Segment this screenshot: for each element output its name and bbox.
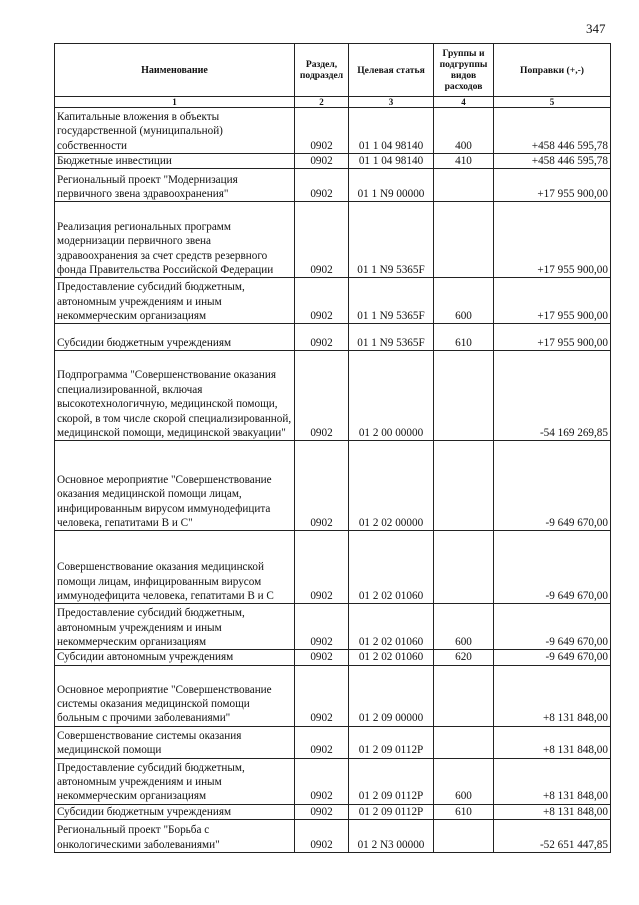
row-name: Предоставление субсидий бюджетным, автономным учреждениям и иным некоммерческим организациям	[55, 758, 295, 804]
row-group: 400	[434, 108, 494, 154]
row-target: 01 2 N3 00000	[349, 820, 434, 853]
row-section: 0902	[295, 804, 349, 819]
row-section: 0902	[295, 108, 349, 154]
row-group: 610	[434, 804, 494, 819]
row-name: Реализация региональных программ модернизации первичного звена здравоохранения за счет средств резервного фонда Правительства Российской Федерации	[55, 202, 295, 278]
row-name: Основное мероприятие "Совершенствование системы оказания медицинской помощи больным с прочими заболеваниями"	[55, 665, 295, 726]
row-name: Основное мероприятие "Совершенствование оказания медицинской помощи лицам, инфицированным вирусом иммунодефицита человека, гепатитами В и С"	[55, 441, 295, 531]
row-amount: +458 446 595,78	[494, 154, 611, 169]
header-target-item: Целевая статья	[349, 44, 434, 97]
row-group: 610	[434, 324, 494, 351]
row-group	[434, 726, 494, 758]
row-section: 0902	[295, 531, 349, 604]
row-name: Региональный проект "Модернизация первичного звена здравоохранения"	[55, 169, 295, 202]
table-row	[55, 604, 611, 650]
row-group: 410	[434, 154, 494, 169]
row-amount: -9 649 670,00	[494, 441, 611, 531]
budget-amendments-table	[54, 43, 611, 853]
row-name: Субсидии бюджетным учреждениям	[55, 804, 295, 819]
table-row	[55, 804, 611, 819]
table-row	[55, 665, 611, 726]
row-name: Подпрограмма "Совершенствование оказания специализированной, включая высокотехнологичную, медицинской помощи, скорой, в том числе скорой специализированной, медицинской помощи, медицинской эвакуации"	[55, 351, 295, 441]
row-group	[434, 202, 494, 278]
row-section: 0902	[295, 202, 349, 278]
table-row	[55, 726, 611, 758]
header-name: Наименование	[55, 44, 295, 97]
row-section: 0902	[295, 324, 349, 351]
table-row	[55, 324, 611, 351]
row-amount: +8 131 848,00	[494, 665, 611, 726]
row-amount: -52 651 447,85	[494, 820, 611, 853]
table-row	[55, 108, 611, 154]
table-row	[55, 154, 611, 169]
row-name: Предоставление субсидий бюджетным, автономным учреждениям и иным некоммерческим организациям	[55, 278, 295, 324]
row-amount: -9 649 670,00	[494, 650, 611, 665]
row-section: 0902	[295, 441, 349, 531]
column-number: 3	[349, 97, 434, 108]
row-section: 0902	[295, 154, 349, 169]
row-name: Региональный проект "Борьба с онкологическими заболеваниями"	[55, 820, 295, 853]
row-section: 0902	[295, 604, 349, 650]
table-row	[55, 820, 611, 853]
row-name: Капитальные вложения в объекты государственной (муниципальной) собственности	[55, 108, 295, 154]
header-amendments: Поправки (+,-)	[494, 44, 611, 97]
row-section: 0902	[295, 650, 349, 665]
table-header-row	[55, 44, 611, 97]
table-row	[55, 278, 611, 324]
row-group	[434, 441, 494, 531]
row-section: 0902	[295, 278, 349, 324]
row-target: 01 2 09 0112Р	[349, 804, 434, 819]
row-group	[434, 665, 494, 726]
row-amount: -9 649 670,00	[494, 531, 611, 604]
table-row	[55, 650, 611, 665]
row-amount: +17 955 900,00	[494, 278, 611, 324]
row-amount: +8 131 848,00	[494, 758, 611, 804]
column-number: 1	[55, 97, 295, 108]
table-row	[55, 758, 611, 804]
row-target: 01 2 09 0112Р	[349, 726, 434, 758]
row-section: 0902	[295, 758, 349, 804]
row-amount: -54 169 269,85	[494, 351, 611, 441]
row-target: 01 1 N9 5365F	[349, 324, 434, 351]
row-target: 01 2 02 01060	[349, 650, 434, 665]
row-target: 01 2 02 00000	[349, 441, 434, 531]
row-group	[434, 531, 494, 604]
row-amount: +17 955 900,00	[494, 324, 611, 351]
row-section: 0902	[295, 820, 349, 853]
row-group: 620	[434, 650, 494, 665]
row-section: 0902	[295, 169, 349, 202]
row-target: 01 2 02 01060	[349, 531, 434, 604]
column-number: 5	[494, 97, 611, 108]
row-name: Бюджетные инвестиции	[55, 154, 295, 169]
column-number: 4	[434, 97, 494, 108]
row-target: 01 1 N9 5365F	[349, 202, 434, 278]
header-expense-groups: Группы и подгруппы видов расходов	[434, 44, 494, 97]
row-name: Субсидии автономным учреждениям	[55, 650, 295, 665]
table-row	[55, 202, 611, 278]
column-number: 2	[295, 97, 349, 108]
row-amount: +17 955 900,00	[494, 202, 611, 278]
row-amount: +17 955 900,00	[494, 169, 611, 202]
row-target: 01 2 02 01060	[349, 604, 434, 650]
row-name: Субсидии бюджетным учреждениям	[55, 324, 295, 351]
table-row	[55, 169, 611, 202]
row-group	[434, 169, 494, 202]
row-name: Предоставление субсидий бюджетным, автономным учреждениям и иным некоммерческим организациям	[55, 604, 295, 650]
row-target: 01 1 N9 00000	[349, 169, 434, 202]
row-target: 01 1 04 98140	[349, 154, 434, 169]
row-target: 01 2 09 0112Р	[349, 758, 434, 804]
row-target: 01 1 N9 5365F	[349, 278, 434, 324]
row-group	[434, 820, 494, 853]
row-section: 0902	[295, 351, 349, 441]
page-number: 347	[586, 21, 606, 36]
row-amount: +8 131 848,00	[494, 804, 611, 819]
row-amount: +8 131 848,00	[494, 726, 611, 758]
row-target: 01 2 00 00000	[349, 351, 434, 441]
row-amount: -9 649 670,00	[494, 604, 611, 650]
row-name: Совершенствование системы оказания медицинской помощи	[55, 726, 295, 758]
row-group: 600	[434, 604, 494, 650]
header-section: Раздел, подраздел	[295, 44, 349, 97]
row-target: 01 1 04 98140	[349, 108, 434, 154]
row-group	[434, 351, 494, 441]
row-group: 600	[434, 278, 494, 324]
row-section: 0902	[295, 665, 349, 726]
row-target: 01 2 09 00000	[349, 665, 434, 726]
table-row	[55, 441, 611, 531]
row-section: 0902	[295, 726, 349, 758]
row-group: 600	[434, 758, 494, 804]
table-row	[55, 351, 611, 441]
column-number-row	[55, 97, 611, 108]
row-amount: +458 446 595,78	[494, 108, 611, 154]
row-name: Совершенствование оказания медицинской помощи лицам, инфицированным вирусом иммунодефицита человека, гепатитами В и С	[55, 531, 295, 604]
table-row	[55, 531, 611, 604]
